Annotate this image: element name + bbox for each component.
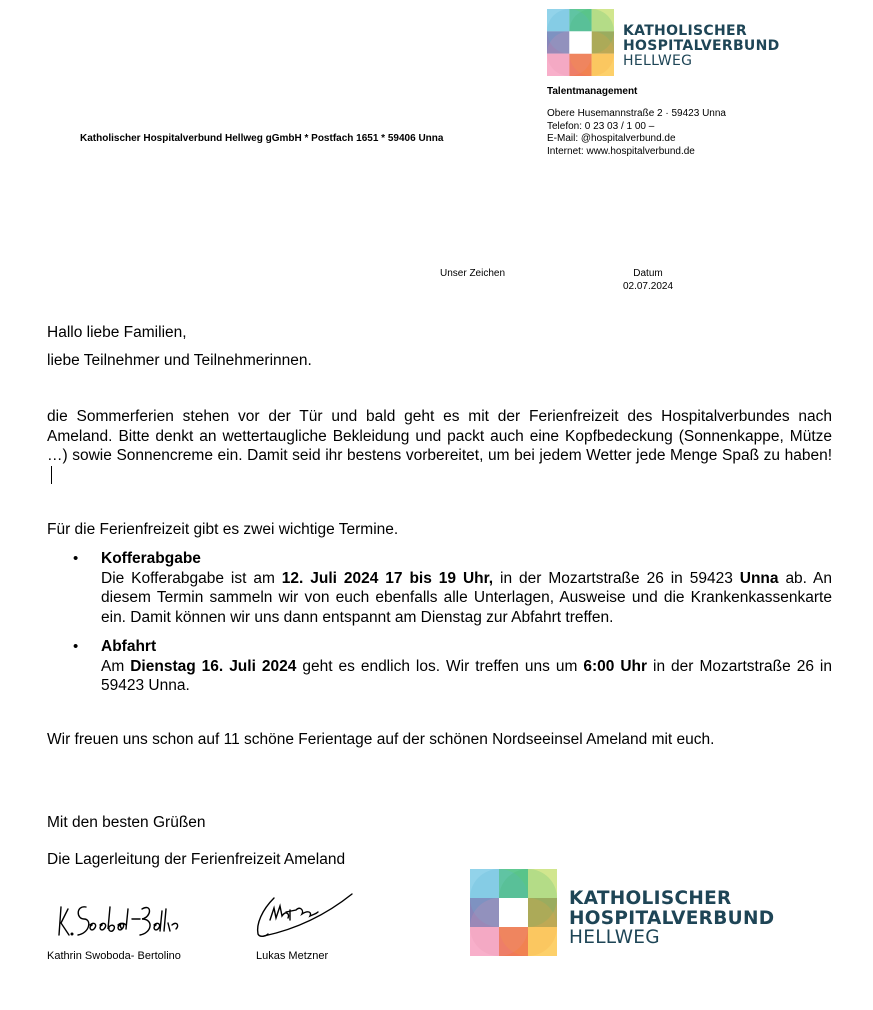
team-line: Die Lagerleitung der Ferienfreizeit Ameland (47, 851, 346, 868)
list-item-abfahrt (47, 637, 832, 696)
sender-line: Katholischer Hospitalverbund Hellweg gGmbH * Postfach 1651 * 59406 Unna (80, 133, 444, 144)
greeting-1: Hallo liebe Familien, (47, 324, 187, 341)
item-text: Am Dienstag 16. Juli 2024 geht es endlich los. Wir treffen uns um 6:00 Uhr in der Mozartstraße 26 in 59423 Unna. (101, 657, 832, 694)
item-title: Abfahrt (101, 638, 157, 655)
regards: Mit den besten Grüßen (47, 814, 206, 831)
address-line: Obere Husemannstraße 2 · 59423 Unna (547, 108, 726, 119)
signature-name-1: Kathrin Swoboda- Bertolino (47, 950, 181, 962)
date-value: 02.07.2024 (622, 280, 674, 292)
list-item-kofferabgabe (47, 549, 832, 627)
department-label: Talentmanagement (547, 86, 638, 97)
intro-paragraph (47, 407, 832, 485)
contact-block (547, 108, 726, 158)
footer-logo-wordmark (569, 889, 774, 949)
closing-text: Wir freuen uns schon auf 11 schöne Ferientage auf der schönen Nordseeinsel Ameland mit euch. (47, 731, 715, 748)
phone-line: Telefon: 0 23 03 / 1 00 – (547, 120, 655, 132)
bullet-icon: • (73, 638, 79, 655)
footer-logo-mark-graphic (470, 869, 557, 956)
bullet-icon: • (73, 550, 79, 567)
footer-logo-line-3: HELLWEG (569, 927, 660, 949)
text-cursor (51, 466, 52, 484)
footer-logo-line-2: HOSPITALVERBUND (569, 907, 775, 929)
signature-name-2: Lukas Metzner (256, 950, 329, 962)
signature-metzner-icon (252, 890, 357, 942)
intro-text: die Sommerferien stehen vor der Tür und bald geht es mit der Ferienfreizeit des Hospitalverbundes nach Ameland. Bitte denkt an wettertaugliche Bekleidung und packt auch eine Kopfbedeckung (Sonnenkappe, Mütze …) sowie Sonnencreme ein. Damit seid ihr bestens vorbereitet, um bei jedem Wetter jede Menge Spaß zu haben! (47, 408, 832, 464)
item-text: Die Kofferabgabe ist am 12. Juli 2024 17 bis 19 Uhr, in der Mozartstraße 26 in 59423 Unna ab. An diesem Termin sammeln wir von euch ebenfalls alle Unterlagen, Ausweise und die Krankenkassenkarte ein. Damit können wir uns dann entspannt am Dienstag zur Abfahrt treffen. (101, 569, 833, 626)
footer-logo-line-1: KATHOLISCHER (569, 887, 732, 909)
logo-mark-icon (547, 9, 614, 76)
signature-swoboda-icon (56, 897, 181, 942)
greeting-2: liebe Teilnehmer und Teilnehmerinnen. (47, 352, 312, 369)
footer-logo-mark-icon (470, 869, 557, 956)
logo-wordmark (623, 24, 780, 69)
appointments-list (47, 549, 832, 696)
our-sign-label: Unser Zeichen (440, 268, 506, 279)
logo-line-1: KATHOLISCHER (623, 22, 747, 39)
email-line: E-Mail: @hospitalverbund.de (547, 133, 676, 144)
footer-logo (470, 869, 774, 956)
logo-mark-graphic (547, 9, 614, 76)
logo-line-3: HELLWEG (623, 53, 693, 70)
internet-line: Internet: www.hospitalverbund.de (547, 145, 695, 157)
date-label: Datum (633, 268, 663, 279)
date-block (610, 268, 686, 293)
item-title: Kofferabgabe (101, 550, 201, 567)
header-logo (547, 9, 780, 76)
dates-intro: Für die Ferienfreizeit gibt es zwei wichtige Termine. (47, 521, 399, 538)
logo-line-2: HOSPITALVERBUND (623, 37, 780, 54)
